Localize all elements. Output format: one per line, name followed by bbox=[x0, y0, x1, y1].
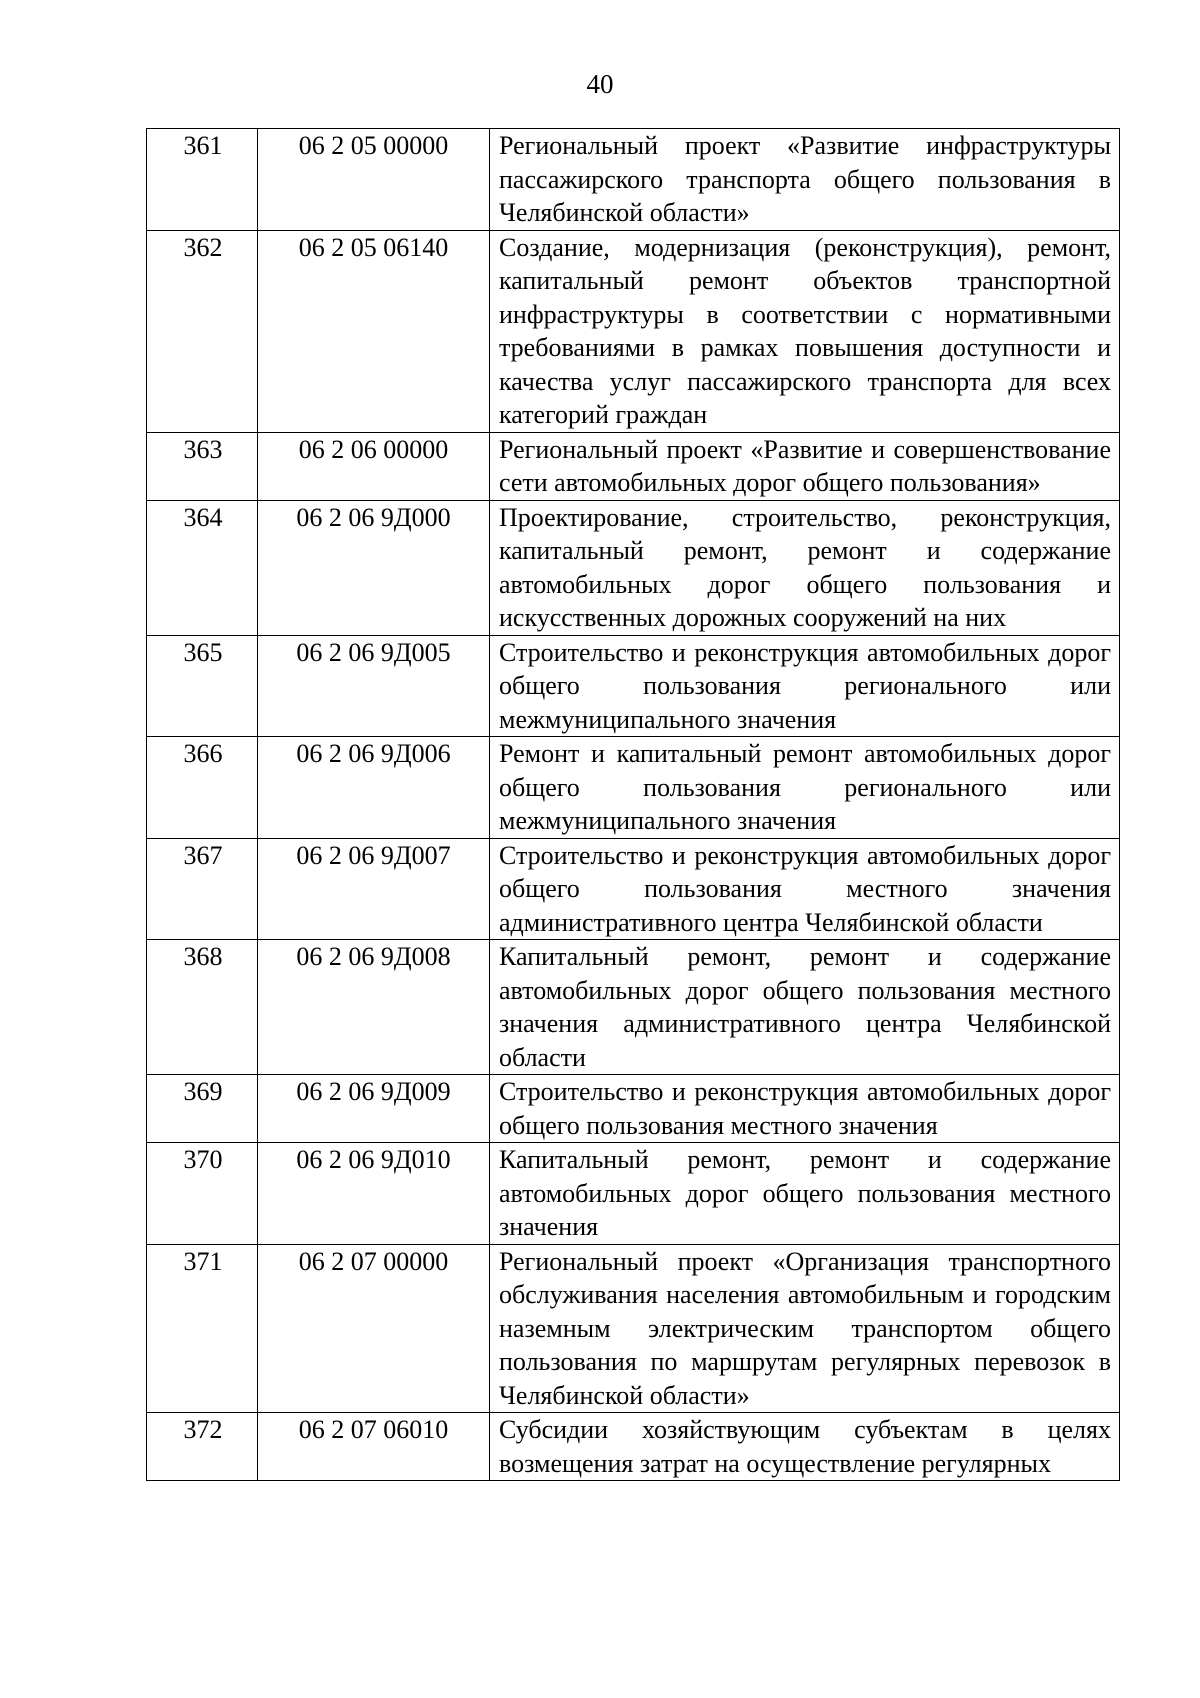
table-body bbox=[147, 129, 1120, 1481]
description-cell: Строительство и реконструкция автомобильных дорог общего пользования местного значения административного центра Челябинской области bbox=[490, 838, 1120, 940]
budget-code: 06 2 06 9Д009 bbox=[296, 1077, 451, 1106]
table-row bbox=[147, 129, 1120, 231]
table-row bbox=[147, 230, 1120, 432]
budget-code: 06 2 06 00000 bbox=[298, 434, 449, 464]
row-number: 363 bbox=[183, 434, 223, 464]
description-cell: Капитальный ремонт, ремонт и содержание автомобильных дорог общего пользования местного значения административного центра Челябинской области bbox=[490, 940, 1120, 1075]
row-number-cell bbox=[147, 838, 258, 940]
budget-code-cell bbox=[258, 1413, 490, 1481]
row-number: 368 bbox=[183, 942, 223, 971]
row-number: 372 bbox=[183, 1415, 223, 1444]
row-number-cell bbox=[147, 1413, 258, 1481]
row-number-cell bbox=[147, 1143, 258, 1245]
description-cell: Ремонт и капитальный ремонт автомобильных дорог общего пользования регионального или межмуниципального значения bbox=[490, 737, 1120, 839]
budget-code-cell bbox=[258, 1075, 490, 1143]
row-number: 366 bbox=[183, 739, 223, 768]
description-cell: Строительство и реконструкция автомобильных дорог общего пользования местного значения bbox=[490, 1075, 1120, 1143]
budget-code-cell bbox=[258, 635, 490, 737]
table-row bbox=[147, 1413, 1120, 1481]
budget-code-cell bbox=[258, 432, 490, 500]
row-number: 367 bbox=[183, 840, 223, 870]
row-number: 371 bbox=[183, 1246, 223, 1276]
row-number: 364 bbox=[183, 502, 223, 532]
row-number: 365 bbox=[183, 637, 223, 667]
budget-code: 06 2 06 9Д008 bbox=[296, 942, 451, 971]
budget-code: 06 2 05 06140 bbox=[298, 232, 449, 262]
table-row bbox=[147, 737, 1120, 839]
budget-code-cell bbox=[258, 230, 490, 432]
description-cell: Проектирование, строительство, реконструкция, капитальный ремонт, ремонт и содержание автомобильных дорог общего пользования и искусственных дорожных сооружений на них bbox=[490, 500, 1120, 635]
row-number-cell bbox=[147, 635, 258, 737]
budget-code-cell bbox=[258, 1244, 490, 1413]
budget-code-table bbox=[146, 128, 1120, 1481]
budget-code: 06 2 06 9Д007 bbox=[296, 840, 451, 870]
table-row bbox=[147, 635, 1120, 737]
budget-code: 06 2 07 00000 bbox=[298, 1246, 449, 1276]
description-cell: Субсидии хозяйствующим субъектам в целях возмещения затрат на осуществление регулярных bbox=[490, 1413, 1120, 1481]
table-row bbox=[147, 1244, 1120, 1413]
table-row bbox=[147, 432, 1120, 500]
budget-code-cell bbox=[258, 737, 490, 839]
budget-code-cell bbox=[258, 129, 490, 231]
row-number-cell bbox=[147, 940, 258, 1075]
row-number-cell bbox=[147, 129, 258, 231]
budget-code: 06 2 06 9Д000 bbox=[296, 502, 451, 532]
page-number: 40 bbox=[586, 69, 614, 99]
budget-code-cell bbox=[258, 1143, 490, 1245]
budget-code: 06 2 07 06010 bbox=[298, 1415, 449, 1444]
row-number-cell bbox=[147, 1075, 258, 1143]
row-number-cell bbox=[147, 432, 258, 500]
description-cell: Региональный проект «Развитие и совершенствование сети автомобильных дорог общего пользования» bbox=[490, 432, 1120, 500]
budget-code: 06 2 06 9Д006 bbox=[296, 739, 451, 768]
row-number: 369 bbox=[183, 1077, 223, 1106]
row-number-cell bbox=[147, 737, 258, 839]
row-number: 370 bbox=[183, 1145, 223, 1174]
budget-code: 06 2 06 9Д005 bbox=[296, 637, 451, 667]
budget-code: 06 2 06 9Д010 bbox=[296, 1145, 451, 1174]
description-cell: Региональный проект «Развитие инфраструктуры пассажирского транспорта общего пользования в Челябинской области» bbox=[490, 129, 1120, 231]
row-number-cell bbox=[147, 1244, 258, 1413]
table-row bbox=[147, 838, 1120, 940]
row-number-cell bbox=[147, 230, 258, 432]
budget-code-cell bbox=[258, 838, 490, 940]
table-row bbox=[147, 1075, 1120, 1143]
budget-code: 06 2 05 00000 bbox=[298, 131, 449, 160]
description-cell: Создание, модернизация (реконструкция), ремонт, капитальный ремонт объектов транспортной инфраструктуры в соответствии с нормативными требованиями в рамках повышения доступности и качества услуг пассажирского транспорта для всех категорий граждан bbox=[490, 230, 1120, 432]
description-cell: Строительство и реконструкция автомобильных дорог общего пользования регионального или межмуниципального значения bbox=[490, 635, 1120, 737]
table-row bbox=[147, 940, 1120, 1075]
budget-code-cell bbox=[258, 940, 490, 1075]
description-cell: Капитальный ремонт, ремонт и содержание автомобильных дорог общего пользования местного значения bbox=[490, 1143, 1120, 1245]
budget-code-cell bbox=[258, 500, 490, 635]
table-row bbox=[147, 1143, 1120, 1245]
table-row bbox=[147, 500, 1120, 635]
row-number: 362 bbox=[183, 232, 223, 262]
row-number-cell bbox=[147, 500, 258, 635]
row-number: 361 bbox=[183, 131, 223, 160]
description-cell: Региональный проект «Организация транспортного обслуживания населения автомобильным и городским наземным электрическим транспортом общего пользования по маршрутам регулярных перевозок в Челябинской области» bbox=[490, 1244, 1120, 1413]
